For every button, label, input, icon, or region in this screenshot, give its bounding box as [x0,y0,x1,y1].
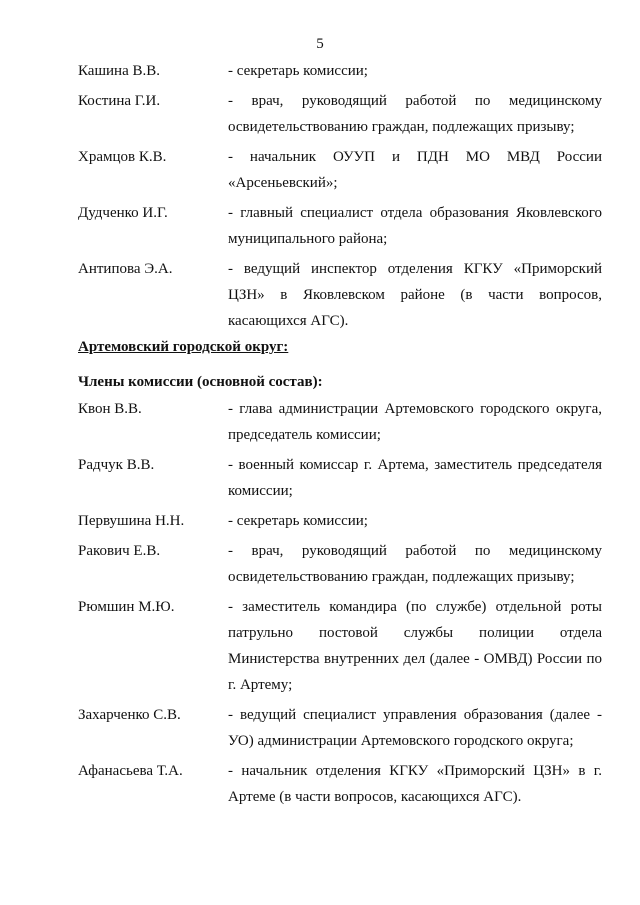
member-role: - военный комиссар г. Артема, заместитель председателя комиссии; [228,457,602,499]
member-role: - глава администрации Артемовского городского округа, председатель комиссии; [228,401,602,443]
member-name: Квон В.В. [78,401,142,417]
member-name: Радчук В.В. [78,457,155,473]
district-heading: Артемовский городской округ: [78,339,289,355]
member-role: - главный специалист отдела образования Яковлевского муниципального района; [228,205,602,247]
list-item [0,256,640,334]
list-item [0,538,640,590]
list-item [0,702,640,754]
member-name: Первушина Н.Н. [78,513,185,529]
member-role: - начальник отделения КГКУ «Приморский ЦЗН» в г. Артеме (в части вопросов, касающихся АГС). [228,763,602,805]
member-role: - врач, руководящий работой по медицинскому освидетельствованию граждан, подлежащих призыву; [228,93,602,135]
member-role: - секретарь комиссии; [228,63,368,79]
commission-list-artem [0,396,640,810]
member-role: - врач, руководящий работой по медицинскому освидетельствованию граждан, подлежащих призыву; [228,543,602,585]
member-name: Дудченко И.Г. [78,205,168,221]
list-item [0,396,640,448]
member-name: Ракович Е.В. [78,543,161,559]
members-heading: Члены комиссии (основной состав): [78,374,323,390]
list-item [0,594,640,698]
member-role: - заместитель командира (по службе) отдельной роты патрульно постовой службы полиции отдела Министерства внутренних дел (далее - ОМВД) России по г. Артему; [228,599,602,693]
list-item [0,758,640,810]
member-role: - ведущий специалист управления образования (далее - УО) администрации Артемовского городского округа; [228,707,602,749]
page-number: 5 [316,36,324,52]
list-item [0,88,640,140]
member-name: Кашина В.В. [78,63,160,79]
list-item [0,508,640,534]
member-name: Антипова Э.А. [78,261,173,277]
member-name: Рюмшин М.Ю. [78,599,175,615]
member-role: - начальник ОУУП и ПДН МО МВД России «Арсеньевский»; [228,149,602,191]
member-name: Захарченко С.В. [78,707,181,723]
list-item [0,144,640,196]
list-item [0,452,640,504]
commission-list-yakovlevsky [0,58,640,334]
member-name: Костина Г.И. [78,93,161,109]
member-role: - ведущий инспектор отделения КГКУ «Приморский ЦЗН» в Яковлевском районе (в части вопросов, касающихся АГС). [228,261,602,329]
member-name: Афанасьева Т.А. [78,763,183,779]
member-name: Храмцов К.В. [78,149,167,165]
list-item [0,58,640,84]
member-role: - секретарь комиссии; [228,513,368,529]
list-item [0,200,640,252]
